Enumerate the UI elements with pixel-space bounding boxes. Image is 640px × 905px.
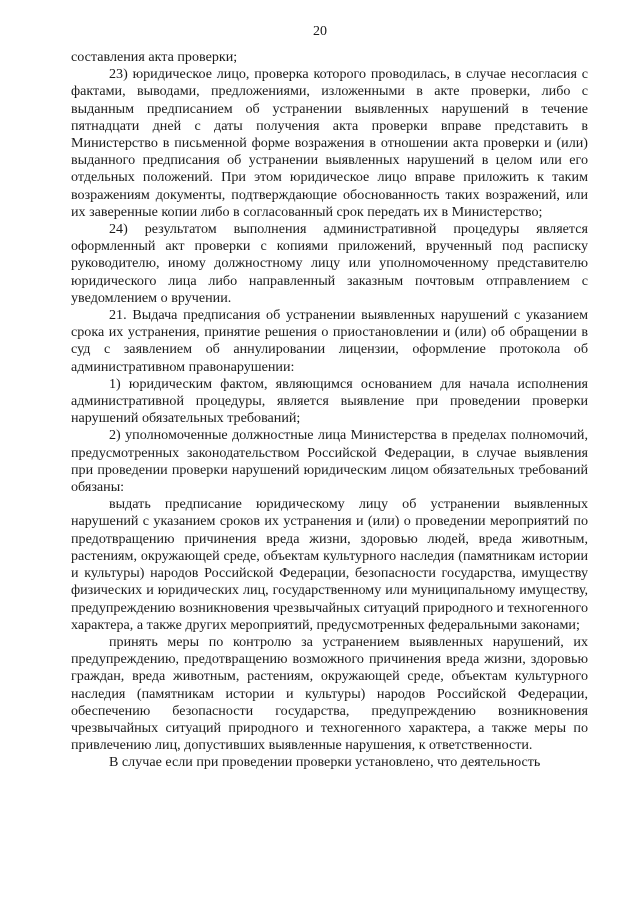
paragraph: 2) уполномоченные должностные лица Министерства в пределах полномочий, предусмотренных законодательством Российской Федерации, в случае выявления при проведении проверки нарушений юридическим лицом обязательных требований обязаны: [71, 427, 588, 496]
paragraph: 23) юридическое лицо, проверка которого проводилась, в случае несогласия с фактами, выводами, предложениями, изложенными в акте проверки, либо с выданным предписанием об устранении выявленных нарушений в течение пятнадцати дней с даты получения акта проверки вправе представить в Министерство в письменной форме возражения в отношении акта проверки и (или) выданного предписания об устранении выявленных нарушений в целом или его отдельных положений. При этом юридическое лицо вправе приложить к таким возражениям документы, подтверждающие обоснованность таких возражений, или их заверенные копии либо в согласованный срок передать их в Министерство; [71, 66, 588, 220]
paragraph: принять меры по контролю за устранением выявленных нарушений, их предупреждению, предотвращению возможного причинения вреда жизни, здоровью граждан, вреда животным, растениям, окружающей среде, объектам культурного наследия (памятникам истории и культуры) народов Российской Федерации, обеспечению безопасности государства, предупреждению возникновения чрезвычайных ситуаций природного и техногенного характера, а также меры по привлечению лиц, допустивших выявленные нарушения, к ответственности. [71, 633, 588, 754]
paragraph: выдать предписание юридическому лицу об устранении выявленных нарушений с указанием сроков их устранения и (или) о проведении мероприятий по предотвращению причинения вреда жизни, здоровью людей, вреда животным, растениям, окружающей среде, объектам культурного наследия (памятникам истории и культуры) народов Российской Федерации, безопасности государства, имуществу физических и юридических лиц, государственному или муниципальному имуществу, предупреждению возникновения чрезвычайных ситуаций природного и техногенного характера, а также других мероприятий, предусмотренных федеральными законами; [71, 496, 588, 633]
paragraph: 1) юридическим фактом, являющимся основанием для начала исполнения административной процедуры, является выявление при проведении проверки нарушений обязательных требований; [71, 375, 588, 427]
page-number: 20 [313, 24, 327, 39]
paragraph: В случае если при проведении проверки установлено, что деятельность [109, 754, 541, 771]
paragraph: 24) результатом выполнения административной процедуры является оформленный акт проверки с копиями приложений, врученный под расписку руководителю, иному должностному лицу или уполномоченному представителю юридического лица либо направленный заказным почтовым отправлением с уведомлением о вручении. [71, 221, 588, 306]
paragraph: составления акта проверки; [71, 49, 238, 65]
paragraph: 21. Выдача предписания об устранении выявленных нарушений с указанием срока их устранения, принятие решения о приостановлении и (или) об обращении в суд с заявлением об аннулировании лицензии, оформление протокола об административном правонарушении: [71, 307, 588, 375]
document-body [71, 49, 588, 772]
